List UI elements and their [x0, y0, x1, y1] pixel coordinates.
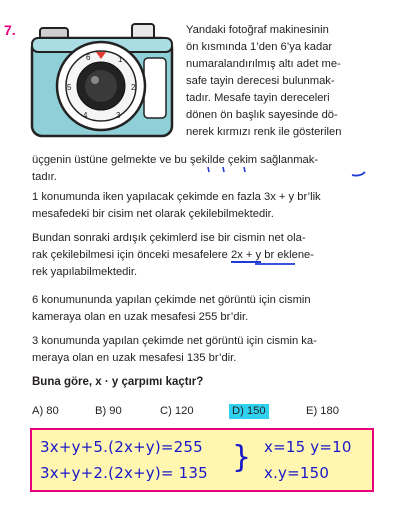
dial-number-2: 2 [131, 83, 136, 92]
dial-number-6: 6 [86, 53, 91, 62]
text-line-r2: ön kısmında 1’den 6’ya kadar [186, 41, 333, 53]
dial-number-3: 3 [116, 111, 121, 120]
text-line-p2b-pre: rak çekilebilmesi için önceki mesafelere [32, 249, 231, 261]
choice-b[interactable]: B) 90 [95, 405, 122, 417]
text-line-p3b: kameraya olan en uzak mesafesi 255 br’dir. [32, 311, 249, 323]
handwritten-solution-xy: x=15 y=10 [264, 438, 352, 456]
text-line-r3: numaralandırılmış altı adet me- [186, 58, 341, 70]
choice-c[interactable]: C) 120 [160, 405, 194, 417]
camera-illustration [28, 18, 178, 144]
text-line-p4b: meraya olan en uzak mesafesi 135 br’dir. [32, 352, 237, 364]
text-line-r4: safe tayin derecesi bulunmak- [186, 75, 335, 87]
choice-d-highlighted[interactable]: D) 150 [229, 404, 269, 419]
handwritten-solution-box [30, 428, 374, 492]
choice-e[interactable]: E) 180 [306, 405, 339, 417]
dial-number-5: 5 [67, 83, 72, 92]
handwritten-equation-1: 3x+y+5.(2x+y)=255 [40, 438, 203, 456]
answer-choices [32, 404, 372, 420]
text-line-r5: tadır. Mesafe tayin dereceleri [186, 92, 330, 104]
choice-a[interactable]: A) 80 [32, 405, 59, 417]
lens-glass [85, 70, 117, 102]
text-line-p2b-post: br eklene- [261, 249, 314, 261]
text-line-f1: üçgenin üstüne gelmekte ve bu şekilde çekim sağlanmak- [32, 154, 319, 166]
text-line-p1b: mesafedeki bir cisim net olarak çekilebilmektedir. [32, 208, 274, 220]
handwritten-equation-2: 3x+y+2.(2x+y)= 135 [40, 464, 208, 482]
text-line-p1a: 1 konumunda iken yapılacak çekimde en fazla 3x + y br’lik [32, 191, 321, 203]
question-prompt: Buna göre, x · y çarpımı kaçtır? [32, 376, 204, 388]
lens-highlight [91, 76, 99, 84]
text-line-r6: dönen ön başlık sayesinde dö- [186, 109, 338, 121]
text-line-p4a: 3 konumunda yapılan çekimde net görüntü için cismin ka- [32, 335, 317, 347]
question-number: 7. [4, 22, 16, 38]
pen-curve [352, 172, 365, 176]
text-line-r1: Yandaki fotoğraf makinesinin [186, 24, 329, 36]
handwritten-brace: } [232, 440, 252, 475]
handwritten-product: x.y=150 [264, 464, 330, 482]
text-line-r7: nerek kırmızı renk ile gösterilen [186, 126, 342, 138]
text-line-p2b [32, 247, 314, 264]
dial-number-4: 4 [83, 111, 88, 120]
camera-side-panel [144, 58, 166, 118]
text-line-f2: tadır. [32, 171, 57, 183]
dial-number-1: 1 [118, 55, 123, 64]
underlined-expression: 2x + y [230, 249, 262, 261]
text-line-p2c: rek yapılabilmektedir. [32, 266, 138, 278]
text-line-p2a: Bundan sonraki ardışık çekimlerd ise bir cismin net ola- [32, 232, 306, 244]
text-line-p3a: 6 konumununda yapılan çekimde net görüntü için cismin [32, 294, 311, 306]
